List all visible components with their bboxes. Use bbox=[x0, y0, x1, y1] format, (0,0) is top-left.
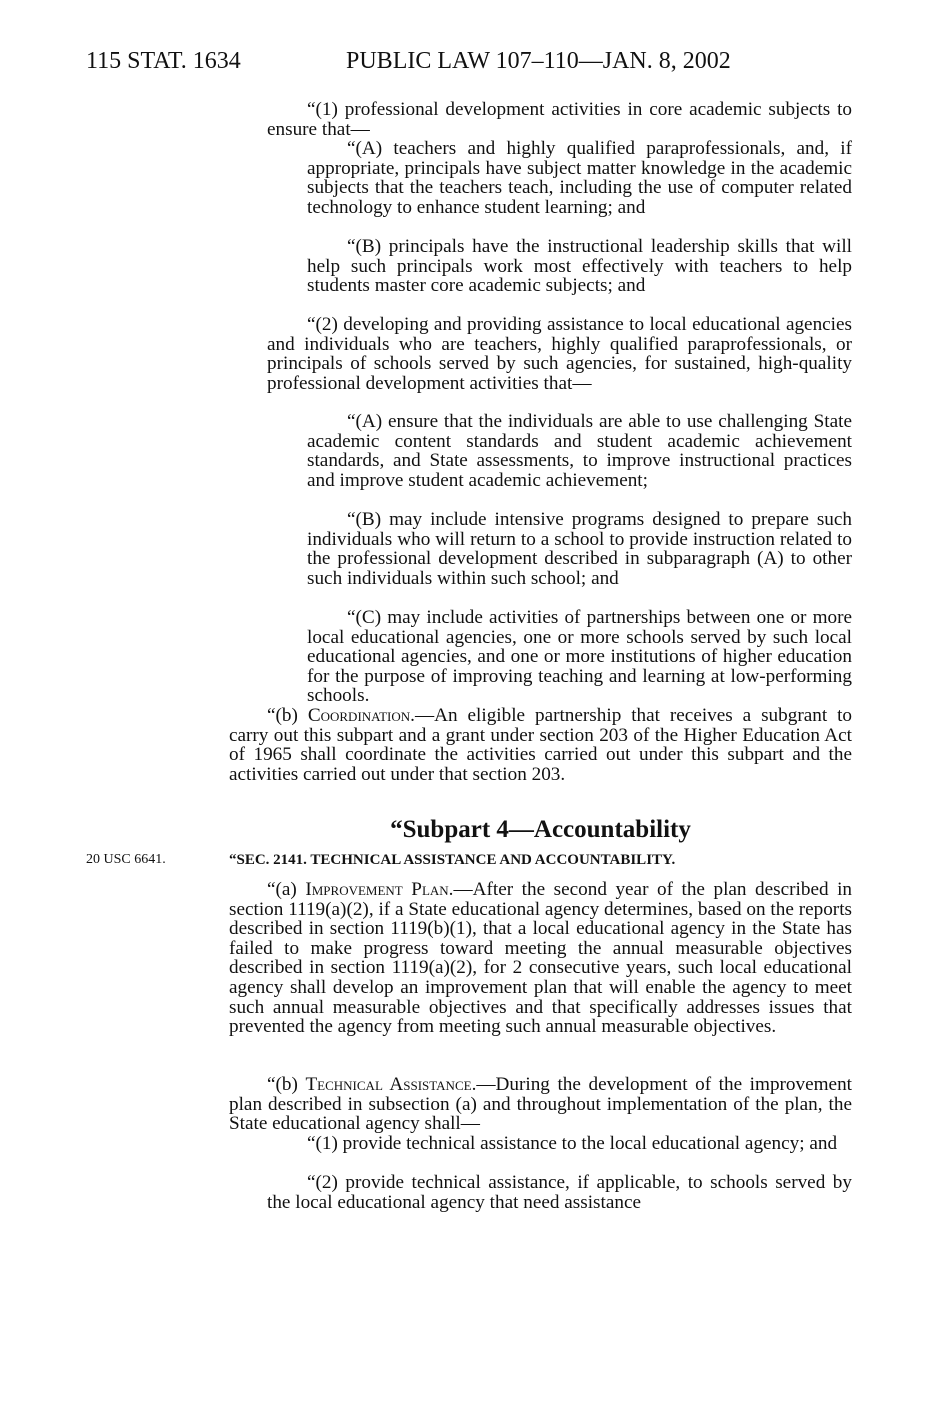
subpart-heading: “Subpart 4—Accountability bbox=[390, 816, 691, 843]
public-law-header: PUBLIC LAW 107–110—JAN. 8, 2002 bbox=[346, 48, 731, 74]
coordination-text: .—An eligible partnership that receives a subgrant to carry out this subpart and a grant under section 203 of the Higher Education Act of 1965 shall coordinate the activities carried out under this subpart and the activities carried out under that section 203. bbox=[229, 705, 853, 785]
technical-assistance-text: .—During the development of the improvement plan described in subsection (a) and throughout implementation of the plan, the State educational agency shall— bbox=[229, 1074, 852, 1135]
paragraph-2-C: “(C) may include activities of partnerships between one or more local educational agencies, one or more schools served by such local educational agencies, and one or more institutions of higher education for the purpose of improving teaching and learning at low-performing schools. bbox=[307, 607, 852, 707]
improvement-plan-text: .—After the second year of the plan described in section 1119(a)(2), if a State educational agency determines, based on the reports described in section 1119(b)(1), that a local educational agency in the State has failed to make progress toward meeting the annual measurable objectives described in section 1119(a)(2), for 2 consecutive years, such local educational agency shall develop an improvement plan that will enable the agency to meet such annual measurable objectives and that specifically addresses issues that prevented the agency from meeting such annual measurable objectives. bbox=[229, 879, 853, 1038]
paragraph-1-B: “(B) principals have the instructional leadership skills that will help such principals work most effectively with teachers to help students master core academic subjects; and bbox=[307, 236, 852, 297]
technical-assistance-item-2: “(2) provide technical assistance, if applicable, to schools served by the local educational agency that need assistance bbox=[267, 1172, 852, 1213]
technical-assistance-lead: “(b) bbox=[267, 1074, 306, 1095]
paragraph-1-A bbox=[307, 139, 852, 217]
subsection-a-improvement-plan bbox=[229, 880, 852, 1037]
usc-margin-note: 20 USC 6641. bbox=[86, 852, 166, 867]
improvement-plan-heading: Improvement Plan bbox=[305, 879, 449, 900]
coordination-heading: Coordination bbox=[307, 705, 411, 726]
subsection-b-coordination bbox=[229, 706, 852, 784]
improvement-plan-lead: “(a) bbox=[267, 879, 306, 900]
paragraph-1-intro: “(1) professional development activities in core academic subjects to ensure that— bbox=[267, 99, 852, 140]
subsection-b-technical-assistance bbox=[229, 1075, 852, 1134]
technical-assistance-item-1: “(1) provide technical assistance to the local educational agency; and bbox=[307, 1133, 838, 1154]
paragraph-2-intro: “(2) developing and providing assistance to local educational agencies and individuals who are teachers, highly qualified paraprofessionals, or principals of schools served by such agencies, for sustained, high-quality professional development activities that— bbox=[267, 314, 852, 394]
technical-assistance-heading: Technical Assistance bbox=[305, 1074, 472, 1095]
paragraph-2-A: “(A) ensure that the individuals are able to use challenging State academic content standards and student academic achievement standards, and State assessments, to improve instructional practices and improve student academic achievement; bbox=[307, 411, 852, 491]
statute-citation: 115 STAT. 1634 bbox=[86, 48, 241, 74]
paragraph-1-A-text: “(A) teachers and highly qualified paraprofessionals, and, if appropriate, principals have subject matter knowledge in the academic subjects that the teachers teach, including the use of computer related technology to enhance student learning; and bbox=[307, 138, 852, 218]
paragraph-2-B: “(B) may include intensive programs designed to prepare such individuals who will return to a school to provide instruction related to the professional development described in subparagraph (A) to other such individuals within such school; and bbox=[307, 509, 852, 589]
section-heading: “SEC. 2141. TECHNICAL ASSISTANCE AND ACCOUNTABILITY. bbox=[229, 852, 676, 868]
coordination-lead: “(b) bbox=[267, 705, 308, 726]
